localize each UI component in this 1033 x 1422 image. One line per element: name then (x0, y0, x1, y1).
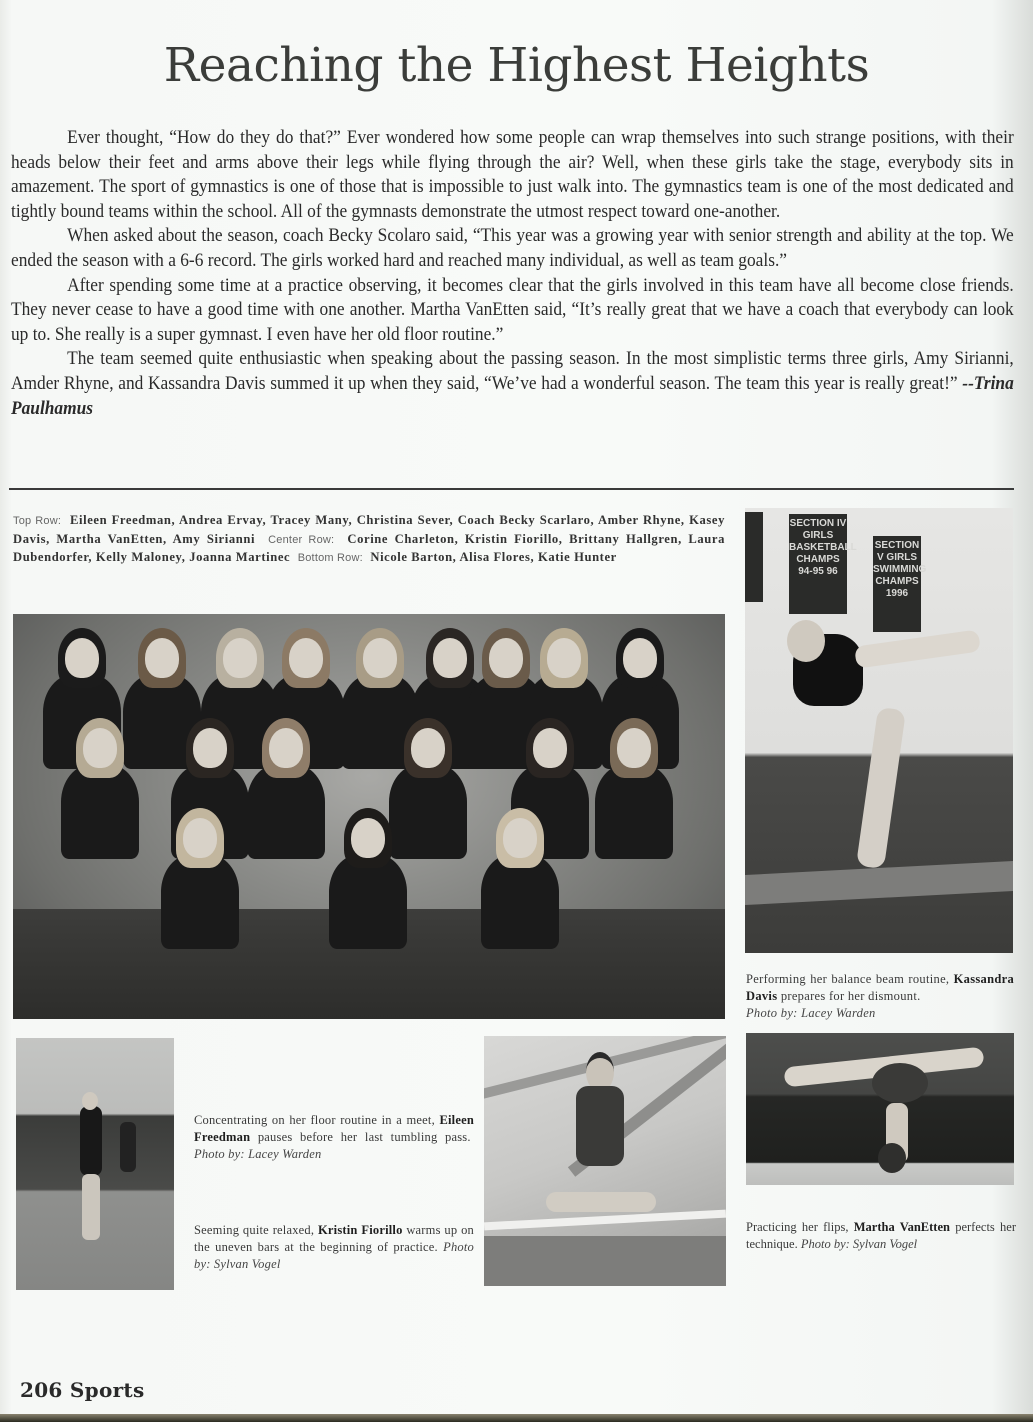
face (183, 818, 217, 858)
bars-photo-caption (194, 1222, 474, 1273)
story-byline: --Trina Paulhamus (11, 372, 1014, 419)
face (289, 638, 323, 678)
gymnast-leotard (576, 1086, 624, 1166)
photo-credit: Photo by: Sylvan Vogel (194, 1240, 474, 1271)
face (193, 728, 227, 768)
championship-banner-right: SECTION V GIRLS SWIMMING CHAMPS 1996 (873, 536, 921, 632)
sweatshirt (61, 764, 139, 859)
face (547, 638, 581, 678)
section-divider (9, 488, 1014, 490)
story-paragraph-text: The team seemed quite enthusiastic when speaking about the passing season. In the most simplistic terms three girls, Amy Sirianni, Amder Rhyne, and Kassandra Davis summed it up when they said, “We’ve had a wonderful season. The team this year is really great!” (11, 348, 1014, 394)
gymnast-legs (82, 1174, 100, 1240)
center-row-names: Corine Charleton, Kristin Fiorillo, Brittany Hallgren, Laura Dubendorfer, Kelly Maloney, Joanna Martinec (13, 531, 725, 564)
sweatshirt (161, 854, 239, 949)
face (145, 638, 179, 678)
face (351, 818, 385, 858)
story-paragraph: After spending some time at a practice observing, it becomes clear that the girls involved in this team have all become close friends. They never cease to have a good time with one another. Martha VanEtten said, “It’s really great that we have a coach that everybody can look up to. She really is a super gymnast. I even have her old floor routine.” (11, 274, 1014, 345)
banner-partial (745, 512, 763, 602)
face (489, 638, 523, 678)
top-row-label: Top Row: (13, 515, 62, 527)
sweatshirt (329, 854, 407, 949)
gymnast-leg-standing (856, 707, 906, 869)
face (269, 728, 303, 768)
photo-credit: Photo by: Lacey Warden (746, 1006, 876, 1020)
sweatshirt (595, 764, 673, 859)
caption-text: Concentrating on her floor routine in a meet, (194, 1113, 435, 1127)
gymnast-torso (872, 1063, 928, 1103)
page-folio: 206 Sports (20, 1378, 145, 1402)
beam-photo-caption (746, 971, 1014, 1022)
story-body (11, 126, 1014, 421)
face (223, 638, 257, 678)
story-paragraph-last (11, 347, 1014, 421)
gymnast-legs (546, 1192, 656, 1212)
face (433, 638, 467, 678)
page-edge-shadow (0, 1414, 1033, 1422)
photo-credit: Photo by: Sylvan Vogel (800, 1237, 918, 1251)
caption-subject-name: Kristin Fiorillo (317, 1223, 403, 1237)
balance-beam-photo (745, 508, 1013, 953)
face (411, 728, 445, 768)
gymnast-head (878, 1143, 906, 1173)
caption-text: pauses before her last tumbling pass. (257, 1130, 471, 1144)
championship-banner-left: SECTION IV GIRLS BASKETBALL CHAMPS 94-95 96 (789, 514, 847, 614)
sweatshirt (389, 764, 467, 859)
gymnast-leg-raised (854, 629, 981, 668)
photo-credit: Photo by: Lacey Warden (194, 1147, 322, 1161)
caption-text: prepares for her dismount. (780, 989, 921, 1003)
face (617, 728, 651, 768)
bottom-row-names: Nicole Barton, Alisa Flores, Katie Hunter (370, 550, 617, 564)
face (503, 818, 537, 858)
balance-beam (745, 861, 1013, 905)
sweatshirt (247, 764, 325, 859)
story-paragraph: When asked about the season, coach Becky Scolaro said, “This year was a growing year with senior strength and ability at the top. We ended the season with a 6-6 record. The girls worked hard and reached many individual, as well as team goals.” (11, 225, 1014, 271)
gymnast-head (82, 1092, 98, 1110)
face (533, 728, 567, 768)
flip-practice-photo (746, 1033, 1014, 1185)
bottom-row-label: Bottom Row: (297, 552, 363, 564)
center-row-label: Center Row: (268, 533, 335, 546)
caption-text: Performing her balance beam routine, (746, 972, 950, 986)
caption-subject-name: Eileen Freedman (194, 1113, 475, 1144)
caption-text: perfects her technique. (746, 1220, 1016, 1251)
floor-routine-photo (16, 1038, 174, 1290)
gymnast-head (787, 620, 825, 662)
uneven-bars-photo (484, 1036, 726, 1286)
face (623, 638, 657, 678)
team-photo-caption (13, 512, 725, 568)
teammate-figure (120, 1122, 136, 1172)
story-paragraph: Ever thought, “How do they do that?” Ever wondered how some people can wrap themselves into such strange positions, with their heads below their feet and arms above their legs while flying through the air? Well, when these girls take the stage, everybody sits in amazement. The sport of gymnastics is one of those that is impossible to just walk into. The gymnastics team is one of the most dedicated and tightly bound teams within the school. All of the gymnasts demonstrate the utmost respect toward one-another. (11, 127, 1014, 222)
caption-text: Seeming quite relaxed, (194, 1223, 315, 1237)
caption-text: warms up on the uneven bars at the beginning of practice. (194, 1223, 474, 1254)
flip-photo-caption (746, 1219, 1016, 1253)
floor-photo-caption (194, 1112, 474, 1163)
page-title: Reaching the Highest Heights (163, 38, 870, 93)
sweatshirt (481, 854, 559, 949)
caption-subject-name: Martha VanEtten (853, 1220, 950, 1234)
team-group-photo (13, 614, 725, 1019)
face (363, 638, 397, 678)
gymnast-figure (80, 1106, 102, 1176)
top-row-names: Eileen Freedman, Andrea Ervay, Tracey Many, Christina Sever, Coach Becky Scarlaro, Amber Rhyne, Kasey Davis, Martha VanEtten, Amy Sirianni (13, 513, 725, 546)
face (65, 638, 99, 678)
caption-text: Practicing her flips, (746, 1220, 849, 1234)
uneven-bar (484, 1210, 726, 1231)
face (83, 728, 117, 768)
gym-floor (484, 1236, 726, 1286)
caption-subject-name: Kassandra Davis (746, 972, 1014, 1003)
